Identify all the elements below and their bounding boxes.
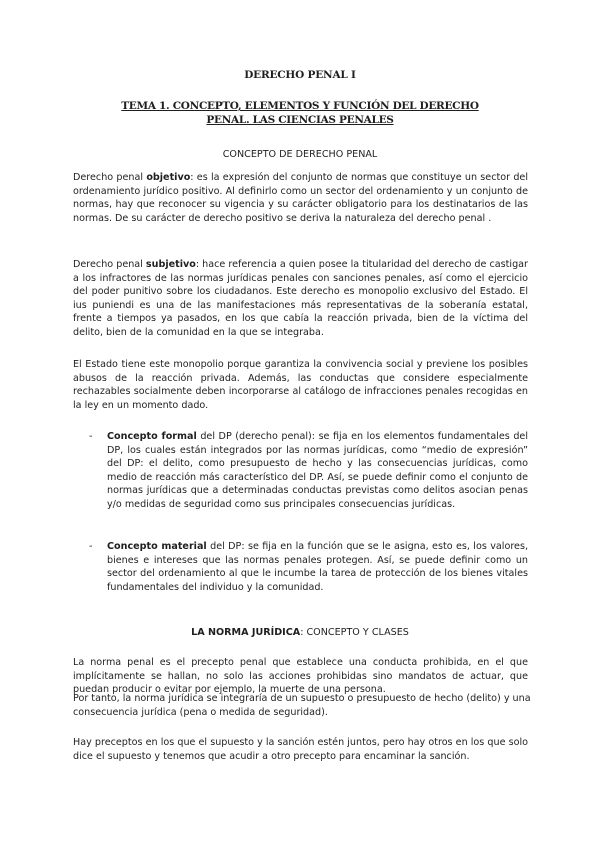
section-title-bold: LA NORMA JURÍDICA bbox=[191, 627, 301, 638]
paragraph-text: Hay preceptos en los que el supuesto y la sanción estén juntos, pero hay otros en los que solo dice el supuesto y tenemos que acudir a otro precepto para encaminar la sanción. bbox=[73, 737, 528, 762]
term-objetivo: objetivo bbox=[146, 172, 191, 183]
bullet-concepto-material bbox=[107, 540, 528, 594]
paragraph-por-tanto bbox=[73, 692, 533, 719]
paragraph-text: La norma penal es el precepto penal que establece una conducta prohibida, en el que implícitamente se hallan, no solo las acciones prohibidas sino mandatos de actuar, que puedan producir o evitar por ejemplo, la muerte de una persona. bbox=[73, 657, 528, 696]
paragraph-text: Por tanto, la norma jurídica se integraría de un supuesto o presupuesto de hecho (delito) y una consecuencia jurídica (pena o medida de seguridad). bbox=[73, 693, 531, 718]
term-subjetivo: subjetivo bbox=[145, 259, 196, 270]
paragraph-lead: Derecho penal bbox=[73, 259, 146, 270]
term-concepto-material: Concepto material bbox=[107, 541, 207, 552]
paragraph-text: El Estado tiene este monopolio porque garantiza la convivencia social y previene los posibles abusos de la reacción privada. Además, las conductas que considere especialmente rechazables socialmente deben incorporarse al catálogo de infracciones penales recogidas en la ley en un momento dado. bbox=[73, 359, 528, 411]
paragraph-preceptos bbox=[73, 736, 528, 763]
paragraph-monopolio bbox=[73, 358, 528, 412]
paragraph-text: : hace referencia a quien posee la titularidad del derecho de castigar a los infractores de las normas jurídicas penales con sanciones penales, así como el ejercicio del poder punitivo sobre los ciudadanos. Este derecho es monopolio exclusivo del Estado. El ius puniendi es una de las manifestaciones más representativas de la soberanía estatal, frente a tiempos ya pasados, en los que cabía la reacción privada, bien de la víctima del delito, bien de la comunidad en la que se integraba. bbox=[73, 259, 528, 338]
section-title-concepto: CONCEPTO DE DERECHO PENAL bbox=[222, 149, 378, 160]
paragraph-subjetivo bbox=[73, 258, 528, 340]
paragraph-objetivo bbox=[73, 171, 528, 225]
term-concepto-formal: Concepto formal bbox=[107, 431, 197, 442]
bullet-text: del DP: se fija en la función que se le asigna, esto es, los valores, bienes e intereses que las normas penales protegen. Así, se puede definir como un sector del ordenamiento al que le incumbe la tarea de protección de los bienes vitales fundamentales del individuo y la comunidad. bbox=[107, 541, 528, 593]
bullet-marker: - bbox=[89, 431, 93, 442]
document-title: DERECHO PENAL I bbox=[244, 69, 356, 81]
paragraph-text: : es la expresión del conjunto de normas que constituye un sector del ordenamiento jurídico positivo. Al definirlo como un sector del ordenamiento y un conjunto de normas, hay que reconocer su vigencia y su carácter obligatorio para los destinatarios de las normas. De su carácter de derecho positivo se deriva la naturaleza del derecho penal . bbox=[73, 172, 528, 224]
bullet-concepto-formal bbox=[107, 430, 528, 512]
bullet-marker: - bbox=[89, 541, 93, 552]
topic-title: TEMA 1. CONCEPTO, ELEMENTOS Y FUNCIÓN DEL DERECHO PENAL. LAS CIENCIAS PENALES bbox=[121, 100, 479, 126]
section-title-rest: : CONCEPTO Y CLASES bbox=[300, 627, 409, 638]
section-title-norma bbox=[0, 626, 600, 640]
bullet-text: del DP (derecho penal): se fija en los elementos fundamentales del DP, los cuales están integrados por las normas jurídicas, como “medio de expresión” del DP: el delito, como presupuesto de hecho y las consecuencias jurídicas, como medio de reacción más característico del DP. Así, se puede definir como el conjunto de normas jurídicas que a determinadas conductas previstas como delitos asocian penas y/o medidas de seguridad como sus principales consecuencias jurídicas. bbox=[107, 431, 528, 510]
paragraph-lead: Derecho penal bbox=[73, 172, 147, 183]
paragraph-norma-penal bbox=[73, 656, 528, 697]
